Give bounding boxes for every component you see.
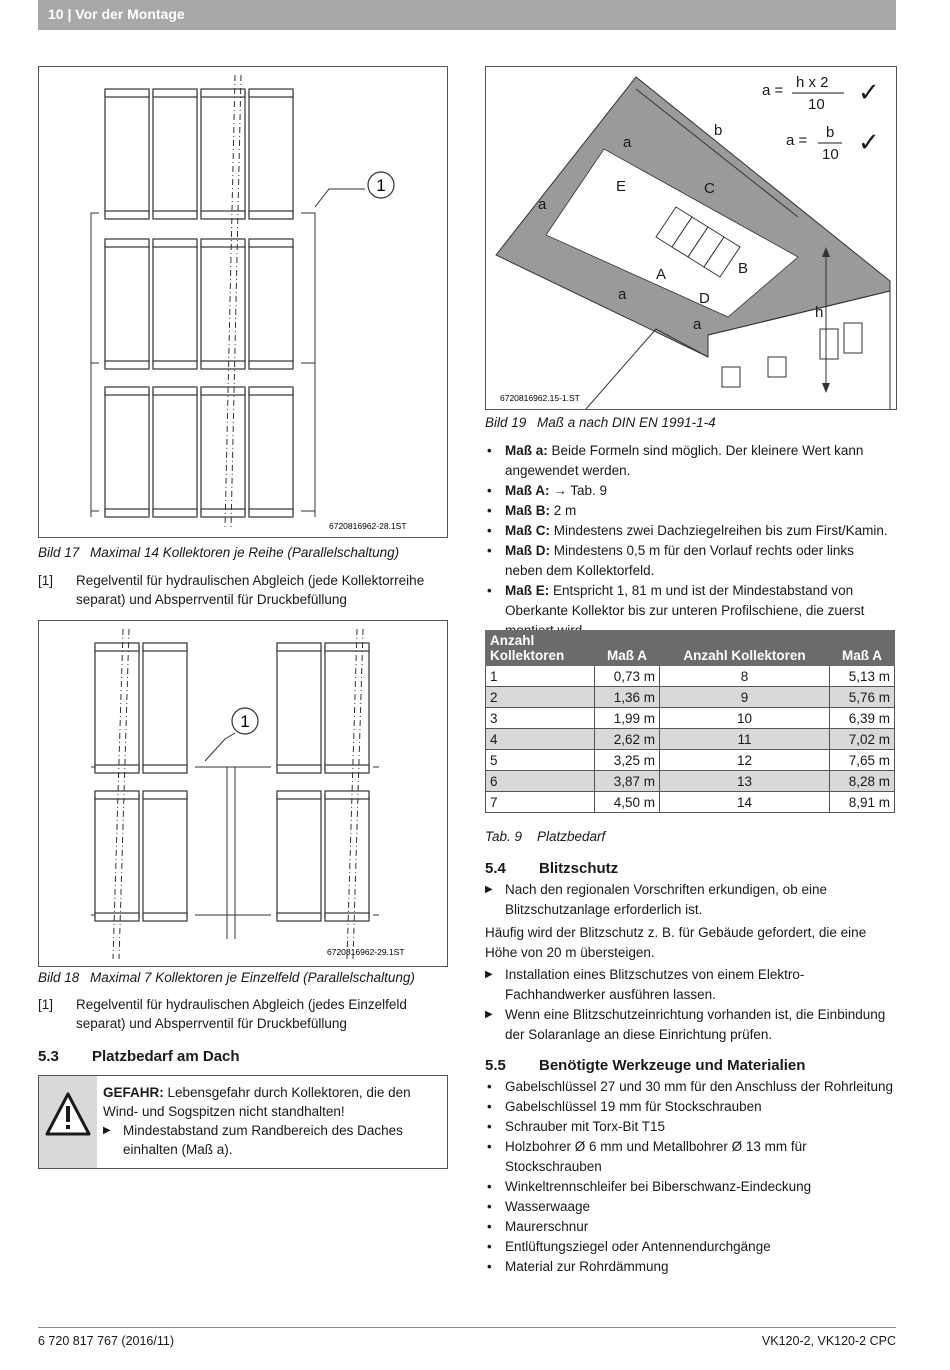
label-B: B [738,260,749,277]
column-header: Maß A [829,631,894,666]
table-header-row [486,631,895,666]
table-cell: 4 [486,729,595,750]
table-cell: 2 [486,687,595,708]
check-icon: ✓ [858,77,880,107]
lightning-paragraph: Häufig wird der Blitzschutz z. B. für Gebäude gefordert, die eine Höhe von 20 m übersteigen. [485,925,867,960]
section-title: Blitzschutz [539,860,619,877]
list-item: ▶ Wenn eine Blitzschutzeinrichtung vorhanden ist, die Einbindung der Solaranlage an diese Einrichtung prüfen. [485,1005,895,1045]
lightning-steps-2 [485,965,895,1045]
table-cell: 11 [660,729,830,750]
list-item: • Holzbohrer Ø 6 mm und Metallbohrer Ø 13 mm für Stockschrauben [485,1137,895,1177]
measure-label: Maß C: [505,523,550,538]
table-cell: 12 [660,750,830,771]
figure-17-caption [38,545,399,560]
warning-icon-column [39,1076,97,1168]
list-item: ▶ Installation eines Blitzschutzes von einem Elektro-Fachhandwerker ausführen lassen. [485,965,895,1005]
table-cell: 1,99 m [595,708,660,729]
legend-key: [1] [38,573,54,588]
measure-label: Maß a: [505,443,548,458]
list-item: • Gabelschlüssel 19 mm für Stockschrauben [485,1097,895,1117]
caption-text: Maß a nach DIN EN 1991-1-4 [537,415,716,430]
footer-product: VK120-2, VK120-2 CPC [761,1334,896,1348]
label-C: C [704,180,715,197]
table-cell: 6,39 m [829,708,894,729]
danger-step [103,1121,439,1159]
fig18-callout: 1 [240,712,250,731]
table-cell: 8 [660,666,830,687]
table-cell: 10 [660,708,830,729]
formula2-den: 10 [822,146,839,163]
caption-number: Bild 17 [38,545,80,560]
danger-step-text: Mindestabstand zum Randbereich des Daches einhalten (Maß a). [123,1123,403,1157]
measure-label: Maß E: [505,583,550,598]
collector-row-diagram [39,67,447,537]
header-title: 10 | Vor der Montage [48,6,185,22]
table-cell: 7,02 m [829,729,894,750]
table-row [486,729,895,750]
table-cell: 6 [486,771,595,792]
table-9 [485,630,895,813]
table-cell: 9 [660,687,830,708]
table-cell: 3,25 m [595,750,660,771]
section-title: Platzbedarf am Dach [92,1048,240,1065]
list-item [485,481,895,501]
table-cell: 7 [486,792,595,813]
formula2-num: b [826,124,835,141]
list-item: ▶ Nach den regionalen Vorschriften erkundigen, ob eine Blitzschutzanlage erforderlich ist. [485,880,895,920]
table-row [486,750,895,771]
label-a-right: a [693,316,702,333]
footer-divider [38,1327,896,1328]
legend-text: Regelventil für hydraulischen Abgleich (jede Kollektorreihe separat) und Absperrventil für Druckbefüllung [76,573,425,607]
section-5-5-heading [485,1057,805,1074]
section-number: 5.4 [485,860,506,877]
footer-doc-number: 6 720 817 767 (2016/11) [38,1334,174,1348]
list-item: • Entlüftungsziegel oder Antennendurchgänge [485,1237,895,1257]
table-cell: 4,50 m [595,792,660,813]
table-row [486,708,895,729]
list-item: • Maurerschnur [485,1217,895,1237]
table-cell: 7,65 m [829,750,894,771]
measure-label: Maß D: [505,543,550,558]
danger-notice [38,1075,448,1169]
measure-text: → Tab. 9 [549,483,608,498]
measure-text: Mindestens 0,5 m für den Vorlauf rechts oder links neben dem Kollektorfeld. [505,543,854,578]
list-item [485,501,895,521]
column-header: Maß A [595,631,660,666]
fig18-code: 6720816962-29.1ST [327,947,405,957]
section-5-3-heading [38,1048,240,1065]
label-a-left: a [538,196,547,213]
caption-text: Platzbedarf [537,829,606,844]
table-cell: 5 [486,750,595,771]
list-item: • Schrauber mit Torx-Bit T15 [485,1117,895,1137]
measure-text: Entspricht 1, 81 m und ist der Mindestabstand von Oberkante Kollektor bis zur unteren Profilschiene, die zuerst [505,583,865,618]
figure-18-legend [38,995,448,1033]
label-E: E [616,178,627,195]
column-header: Anzahl Kollektoren [486,631,595,666]
fig17-code: 6720816962-28.1ST [329,521,407,531]
list-item: • Gabelschlüssel 27 und 30 mm für den Anschluss der Rohrleitung [485,1077,895,1097]
formula1-lhs: a = [762,82,784,99]
fig19-code: 6720816962.15-1.ST [500,393,580,403]
danger-label: GEFAHR: [103,1085,164,1100]
section-5-4-heading [485,860,618,877]
table-cell: 14 [660,792,830,813]
table-cell: 3,87 m [595,771,660,792]
label-a-top: a [623,134,632,151]
legend-text: Regelventil für hydraulischen Abgleich (jedes Einzelfeld separat) und Absperrventil für Druckbefüllung [76,997,407,1031]
measure-text: Mindestens zwei Dachziegelreihen bis zum First/Kamin. [550,523,888,538]
formula1-num: h x 2 [796,74,829,91]
single-field-diagram [39,621,447,966]
list-item [485,541,895,581]
caption-number: Tab. 9 [485,829,523,844]
table-row [486,792,895,813]
figure-17 [38,66,448,538]
table-9-caption [485,829,605,844]
fig17-callout: 1 [376,176,386,195]
label-A: A [656,266,667,283]
table-cell: 5,13 m [829,666,894,687]
table-cell: 13 [660,771,830,792]
step-arrow-icon: ▶ [103,1125,111,1136]
label-b: b [714,122,723,139]
column-header: Anzahl Kollektoren [660,631,830,666]
table-cell: 1,36 m [595,687,660,708]
label-a-bottom: a [618,286,627,303]
roof-dimension-diagram [486,67,896,409]
formula1-den: 10 [808,96,825,113]
formula2-lhs: a = [786,132,808,149]
measure-text: 2 m [550,503,577,518]
lightning-steps-1 [485,880,895,920]
section-title: Benötigte Werkzeuge und Materialien [539,1057,806,1074]
list-item: • Wasserwaage [485,1197,895,1217]
figure-18 [38,620,448,967]
caption-text: Maximal 14 Kollektoren je Reihe (Parallelschaltung) [90,545,400,560]
section-number: 5.5 [485,1057,506,1074]
warning-triangle-icon [39,1076,97,1168]
table-cell: 1 [486,666,595,687]
table-row [486,771,895,792]
figure-17-legend [38,571,448,609]
table-cell: 8,28 m [829,771,894,792]
list-item: • Winkeltrennschleifer bei Biberschwanz-Eindeckung [485,1177,895,1197]
measure-label: Maß A: [505,483,550,498]
table-row [486,687,895,708]
table-cell: 3 [486,708,595,729]
label-h: h [815,304,824,321]
figure-19 [485,66,897,410]
figure-18-caption [38,970,415,985]
label-D: D [699,290,710,307]
table-row [486,666,895,687]
danger-text: Lebensgefahr durch Kollektoren, die den Wind- und Sogspitzen nicht standhalten! [103,1085,411,1119]
table-cell: 2,62 m [595,729,660,750]
measure-label: Maß B: [505,503,550,518]
figure-19-caption [485,415,716,430]
list-item [485,521,895,541]
list-item: • Material zur Rohrdämmung [485,1257,895,1277]
check-icon: ✓ [858,127,880,157]
tools-list [485,1077,895,1277]
measure-text: Beide Formeln sind möglich. Der kleinere Wert kann angewendet werden. [505,443,864,478]
legend-key: [1] [38,997,54,1012]
table-cell: 5,76 m [829,687,894,708]
caption-number: Bild 18 [38,970,80,985]
measure-list [485,441,895,641]
table-cell: 0,73 m [595,666,660,687]
list-item [485,441,895,481]
caption-text: Maximal 7 Kollektoren je Einzelfeld (Parallelschaltung) [90,970,415,985]
table-cell: 8,91 m [829,792,894,813]
section-number: 5.3 [38,1048,59,1065]
page-header [38,0,896,30]
caption-number: Bild 19 [485,415,527,430]
